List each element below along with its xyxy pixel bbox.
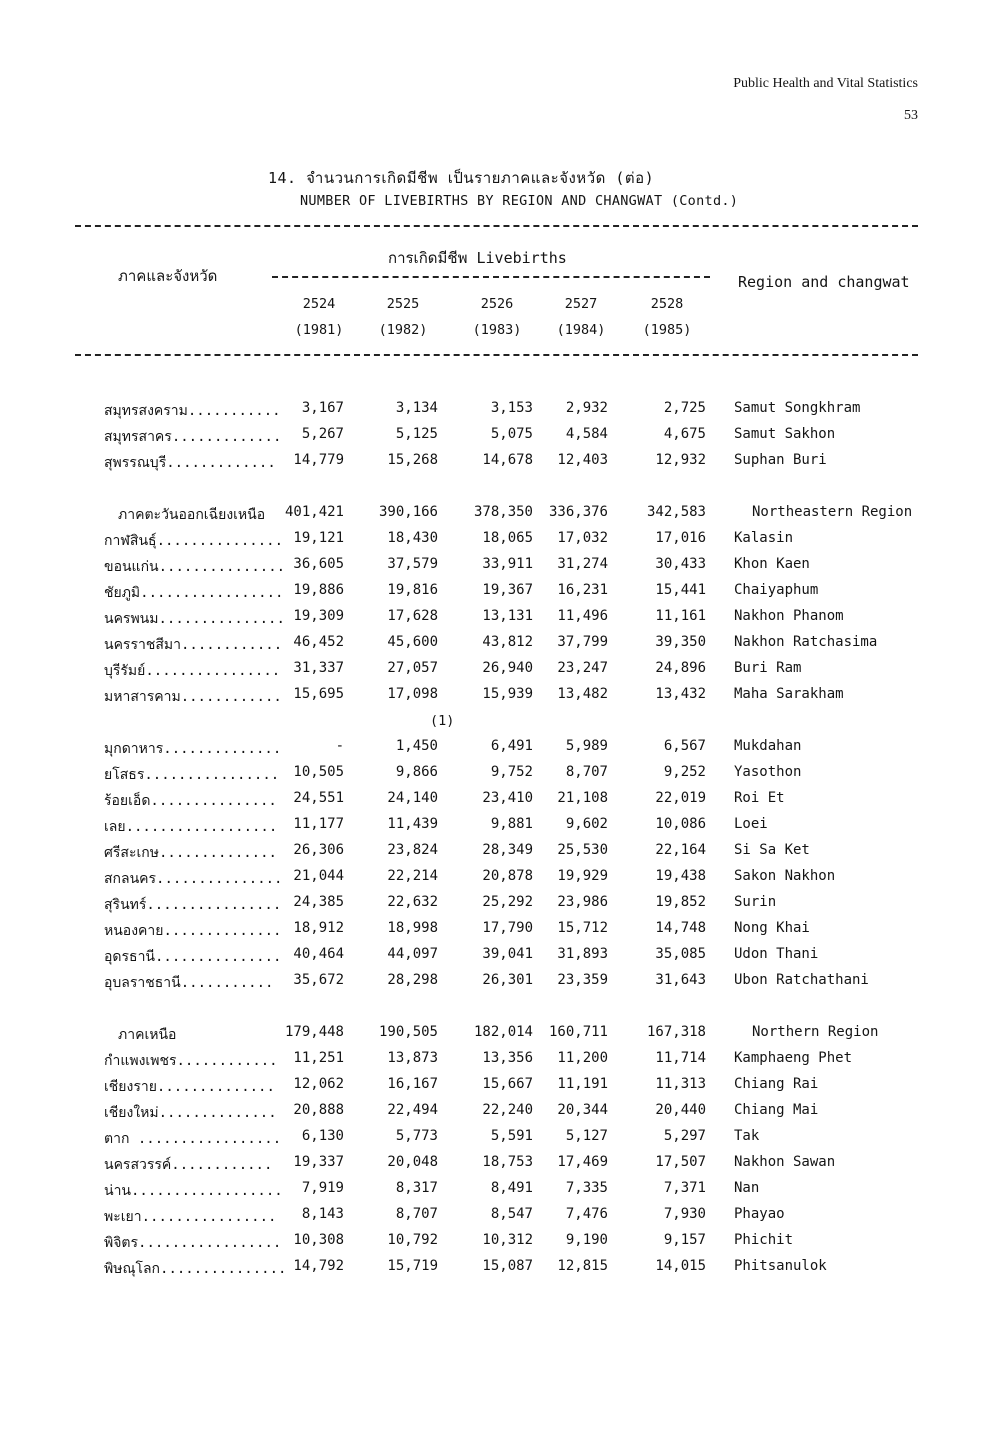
livebirths-value: 3,134 <box>395 400 438 416</box>
livebirths-value: 378,350 <box>473 504 533 520</box>
table-title-thai: 14. จำนวนการเกิดมีชีพ เป็นรายภาคและจังหวัด (ต่อ) <box>268 169 655 187</box>
livebirths-value: 9,157 <box>663 1232 706 1248</box>
changwat-name-thai: นครราชสีมา............ <box>104 637 283 653</box>
livebirths-value: 35,085 <box>655 946 706 962</box>
livebirths-value: 45,600 <box>387 634 438 650</box>
changwat-name-english: Nan <box>734 1180 760 1196</box>
livebirths-value: 9,752 <box>490 764 533 780</box>
livebirths-value: 167,318 <box>646 1024 706 1040</box>
livebirths-value: 20,344 <box>557 1102 608 1118</box>
table-row <box>0 790 990 816</box>
livebirths-value: 9,190 <box>565 1232 608 1248</box>
table-row <box>0 894 990 920</box>
table-row <box>0 608 990 634</box>
livebirths-value: 16,231 <box>557 582 608 598</box>
livebirths-value: 31,337 <box>293 660 344 676</box>
livebirths-value: 5,773 <box>395 1128 438 1144</box>
livebirths-value: 21,108 <box>557 790 608 806</box>
livebirths-value: 18,912 <box>293 920 344 936</box>
livebirths-value: 7,476 <box>565 1206 608 1222</box>
livebirths-value: 18,065 <box>482 530 533 546</box>
changwat-name-thai: นครพนม............... <box>104 611 285 627</box>
changwat-name-thai: เลย.................. <box>104 819 278 835</box>
changwat-name-english: Roi Et <box>734 790 785 806</box>
changwat-name-thai: มหาสารคาม............ <box>104 689 282 705</box>
year-be-5: 2528 <box>650 296 684 312</box>
changwat-name-english: Sakon Nakhon <box>734 868 836 884</box>
changwat-name-english: Kamphaeng Phet <box>734 1050 853 1066</box>
livebirths-value: 7,371 <box>663 1180 706 1196</box>
livebirths-value: 22,164 <box>655 842 706 858</box>
livebirths-value: 13,432 <box>655 686 706 702</box>
year-be-2: 2525 <box>386 296 420 312</box>
table-row <box>0 764 990 790</box>
changwat-name-thai: หนองคาย.............. <box>104 923 282 939</box>
livebirths-value: 10,308 <box>293 1232 344 1248</box>
livebirths-value: 5,125 <box>395 426 438 442</box>
livebirths-value: 31,893 <box>557 946 608 962</box>
livebirths-value: 11,313 <box>655 1076 706 1092</box>
livebirths-value: 22,019 <box>655 790 706 806</box>
livebirths-value: 4,675 <box>663 426 706 442</box>
table-row <box>0 556 990 582</box>
livebirths-value: 6,567 <box>663 738 706 754</box>
livebirths-value: 19,438 <box>655 868 706 884</box>
livebirths-value: 36,605 <box>293 556 344 572</box>
livebirths-value: 11,177 <box>293 816 344 832</box>
livebirths-value: 9,252 <box>663 764 706 780</box>
livebirths-value: 8,143 <box>301 1206 344 1222</box>
livebirths-value: 190,505 <box>378 1024 438 1040</box>
livebirths-value: 24,140 <box>387 790 438 806</box>
livebirths-value: 179,448 <box>284 1024 344 1040</box>
changwat-name-english: Maha Sarakham <box>734 686 844 702</box>
livebirths-value: 6,491 <box>490 738 533 754</box>
livebirths-value: 44,097 <box>387 946 438 962</box>
livebirths-value: 160,711 <box>548 1024 608 1040</box>
changwat-name-thai: พะเยา................ <box>104 1209 277 1225</box>
livebirths-value: 5,297 <box>663 1128 706 1144</box>
region-row <box>0 1024 990 1050</box>
livebirths-value: 9,866 <box>395 764 438 780</box>
livebirths-value: 23,410 <box>482 790 533 806</box>
livebirths-value: 13,131 <box>482 608 533 624</box>
livebirths-value: 17,098 <box>387 686 438 702</box>
livebirths-value: 26,306 <box>293 842 344 858</box>
changwat-name-english: Nong Khai <box>734 920 810 936</box>
header-bottom-rule <box>75 354 918 356</box>
livebirths-value: 12,932 <box>655 452 706 468</box>
year-ce-5: (1985) <box>642 322 692 338</box>
changwat-name-english: Buri Ram <box>734 660 802 676</box>
livebirths-value: 15,695 <box>293 686 344 702</box>
table-row <box>0 816 990 842</box>
changwat-name-english: Ubon Ratchathani <box>734 972 869 988</box>
table-row <box>0 868 990 894</box>
livebirths-value: 2,725 <box>663 400 706 416</box>
livebirths-value: 19,886 <box>293 582 344 598</box>
changwat-name-english: Phichit <box>734 1232 794 1248</box>
changwat-name-thai: ร้อยเอ็ด............... <box>104 793 277 809</box>
changwat-name-thai: สมุทรสงคราม........... <box>104 403 281 419</box>
livebirths-value: 2,932 <box>565 400 608 416</box>
livebirths-value: 28,298 <box>387 972 438 988</box>
livebirths-value: 39,041 <box>482 946 533 962</box>
changwat-name-thai: ตาก ................. <box>104 1131 282 1147</box>
changwat-name-thai: กาฬสินธุ์............... <box>104 533 283 549</box>
changwat-name-english: Kalasin <box>734 530 794 546</box>
year-ce-3: (1983) <box>472 322 522 338</box>
livebirths-value: 3,153 <box>490 400 533 416</box>
livebirths-value: 17,628 <box>387 608 438 624</box>
table-row <box>0 530 990 556</box>
livebirths-value: 7,930 <box>663 1206 706 1222</box>
table-row <box>0 452 990 478</box>
header-mid-rule <box>272 276 710 278</box>
livebirths-value: 13,356 <box>482 1050 533 1066</box>
livebirths-value: 11,714 <box>655 1050 706 1066</box>
table-row <box>0 1050 990 1076</box>
livebirths-value: 15,712 <box>557 920 608 936</box>
livebirths-value: - <box>335 738 344 754</box>
table-row <box>0 920 990 946</box>
livebirths-value: 13,873 <box>387 1050 438 1066</box>
changwat-name-english: Suphan Buri <box>734 452 827 468</box>
livebirths-value: 14,015 <box>655 1258 706 1274</box>
livebirths-value: 27,057 <box>387 660 438 676</box>
livebirths-value: 7,919 <box>301 1180 344 1196</box>
livebirths-value: 401,421 <box>284 504 344 520</box>
livebirths-value: 3,167 <box>301 400 344 416</box>
livebirths-value: 6,130 <box>301 1128 344 1144</box>
changwat-name-english: Udon Thani <box>734 946 819 962</box>
changwat-name-thai: พิจิตร................. <box>104 1235 282 1251</box>
livebirths-value: 26,301 <box>482 972 533 988</box>
livebirths-value: 31,643 <box>655 972 706 988</box>
changwat-name-english: Chiang Mai <box>734 1102 819 1118</box>
livebirths-value: 15,939 <box>482 686 533 702</box>
livebirths-value: 8,547 <box>490 1206 533 1222</box>
changwat-name-english: Surin <box>734 894 777 910</box>
changwat-name-english: Northeastern Region <box>752 504 913 520</box>
year-be-1: 2524 <box>302 296 336 312</box>
changwat-name-thai: สมุทรสาคร............. <box>104 429 282 445</box>
table-row <box>0 946 990 972</box>
table-row <box>0 1258 990 1284</box>
livebirths-value: 46,452 <box>293 634 344 650</box>
changwat-name-english: Samut Sakhon <box>734 426 836 442</box>
footnote-marker: (1) <box>430 713 455 729</box>
livebirths-value: 20,440 <box>655 1102 706 1118</box>
column-header-livebirths: การเกิดมีชีพ Livebirths <box>388 249 567 267</box>
changwat-name-thai: ขอนแก่น............... <box>104 559 286 575</box>
changwat-name-thai: ศรีสะเกษ.............. <box>104 845 277 861</box>
livebirths-value: 24,385 <box>293 894 344 910</box>
livebirths-value: 18,430 <box>387 530 438 546</box>
table-row <box>0 582 990 608</box>
changwat-name-thai: กำแพงเพชร............ <box>104 1053 278 1069</box>
livebirths-value: 22,632 <box>387 894 438 910</box>
changwat-name-english: Samut Songkhram <box>734 400 861 416</box>
livebirths-value: 17,032 <box>557 530 608 546</box>
livebirths-value: 11,191 <box>557 1076 608 1092</box>
livebirths-value: 20,048 <box>387 1154 438 1170</box>
livebirths-value: 4,584 <box>565 426 608 442</box>
livebirths-value: 5,989 <box>565 738 608 754</box>
livebirths-value: 20,888 <box>293 1102 344 1118</box>
livebirths-value: 14,678 <box>482 452 533 468</box>
livebirths-value: 14,779 <box>293 452 344 468</box>
livebirths-value: 8,491 <box>490 1180 533 1196</box>
table-row <box>0 1102 990 1128</box>
changwat-name-english: Phitsanulok <box>734 1258 827 1274</box>
livebirths-value: 5,267 <box>301 426 344 442</box>
running-head: Public Health and Vital Statistics <box>733 76 918 91</box>
livebirths-value: 23,986 <box>557 894 608 910</box>
livebirths-value: 22,494 <box>387 1102 438 1118</box>
livebirths-value: 10,505 <box>293 764 344 780</box>
year-ce-2: (1982) <box>378 322 428 338</box>
table-row <box>0 634 990 660</box>
changwat-name-english: Mukdahan <box>734 738 802 754</box>
livebirths-value: 20,878 <box>482 868 533 884</box>
livebirths-value: 19,121 <box>293 530 344 546</box>
livebirths-value: 5,127 <box>565 1128 608 1144</box>
livebirths-value: 23,824 <box>387 842 438 858</box>
changwat-name-thai: ภาคเหนือ <box>118 1027 177 1043</box>
table-row <box>0 1206 990 1232</box>
livebirths-value: 12,815 <box>557 1258 608 1274</box>
livebirths-value: 26,940 <box>482 660 533 676</box>
region-row <box>0 504 990 530</box>
changwat-name-thai: พิษณุโลก............... <box>104 1261 287 1277</box>
livebirths-value: 17,469 <box>557 1154 608 1170</box>
changwat-name-thai: น่าน.................. <box>104 1183 283 1199</box>
changwat-name-english: Chaiyaphum <box>734 582 819 598</box>
livebirths-value: 23,247 <box>557 660 608 676</box>
livebirths-value: 8,707 <box>395 1206 438 1222</box>
livebirths-value: 390,166 <box>378 504 438 520</box>
changwat-name-thai: สกลนคร............... <box>104 871 283 887</box>
changwat-name-english: Chiang Rai <box>734 1076 819 1092</box>
livebirths-value: 33,911 <box>482 556 533 572</box>
livebirths-value: 10,312 <box>482 1232 533 1248</box>
livebirths-value: 12,062 <box>293 1076 344 1092</box>
livebirths-value: 37,799 <box>557 634 608 650</box>
changwat-name-english: Tak <box>734 1128 760 1144</box>
changwat-name-thai: อุดรธานี............... <box>104 949 282 965</box>
livebirths-value: 17,507 <box>655 1154 706 1170</box>
livebirths-value: 24,896 <box>655 660 706 676</box>
changwat-name-thai: นครสวรรค์............ <box>104 1157 273 1173</box>
changwat-name-thai: เชียงใหม่.............. <box>104 1105 277 1121</box>
livebirths-value: 11,496 <box>557 608 608 624</box>
changwat-name-thai: มุกดาหาร.............. <box>104 741 282 757</box>
column-header-english: Region and changwat <box>738 273 910 291</box>
changwat-name-english: Phayao <box>734 1206 785 1222</box>
livebirths-value: 19,816 <box>387 582 438 598</box>
livebirths-value: 21,044 <box>293 868 344 884</box>
livebirths-value: 19,367 <box>482 582 533 598</box>
livebirths-value: 11,251 <box>293 1050 344 1066</box>
changwat-name-thai: เชียงราย.............. <box>104 1079 275 1095</box>
changwat-name-english: Nakhon Phanom <box>734 608 844 624</box>
changwat-name-thai: สุรินทร์................ <box>104 897 282 913</box>
changwat-name-thai: ชัยภูมิ................. <box>104 585 284 601</box>
livebirths-value: 18,753 <box>482 1154 533 1170</box>
livebirths-value: 10,086 <box>655 816 706 832</box>
livebirths-value: 23,359 <box>557 972 608 988</box>
livebirths-value: 22,240 <box>482 1102 533 1118</box>
livebirths-value: 10,792 <box>387 1232 438 1248</box>
livebirths-value: 14,748 <box>655 920 706 936</box>
livebirths-value: 18,998 <box>387 920 438 936</box>
changwat-name-thai: บุรีรัมย์................ <box>104 663 281 679</box>
changwat-name-english: Northern Region <box>752 1024 879 1040</box>
livebirths-value: 8,707 <box>565 764 608 780</box>
livebirths-value: 37,579 <box>387 556 438 572</box>
livebirths-value: 336,376 <box>548 504 608 520</box>
livebirths-value: 5,591 <box>490 1128 533 1144</box>
table-row <box>0 686 990 712</box>
livebirths-value: 11,161 <box>655 608 706 624</box>
livebirths-value: 43,812 <box>482 634 533 650</box>
changwat-name-english: Yasothon <box>734 764 802 780</box>
year-be-3: 2526 <box>480 296 514 312</box>
livebirths-value: 19,852 <box>655 894 706 910</box>
livebirths-value: 15,087 <box>482 1258 533 1274</box>
livebirths-value: 17,790 <box>482 920 533 936</box>
year-be-4: 2527 <box>564 296 598 312</box>
livebirths-value: 9,602 <box>565 816 608 832</box>
changwat-name-thai: ยโสธร................ <box>104 767 280 783</box>
livebirths-value: 25,292 <box>482 894 533 910</box>
table-row <box>0 660 990 686</box>
livebirths-value: 1,450 <box>395 738 438 754</box>
livebirths-value: 17,016 <box>655 530 706 546</box>
livebirths-value: 16,167 <box>387 1076 438 1092</box>
livebirths-value: 28,349 <box>482 842 533 858</box>
column-header-thai: ภาคและจังหวัด <box>118 267 218 285</box>
changwat-name-thai: อุบลราชธานี........... <box>104 975 274 991</box>
table-row <box>0 1076 990 1102</box>
changwat-name-english: Si Sa Ket <box>734 842 810 858</box>
changwat-name-english: Nakhon Ratchasima <box>734 634 878 650</box>
livebirths-value: 11,439 <box>387 816 438 832</box>
table-row <box>0 842 990 868</box>
livebirths-value: 30,433 <box>655 556 706 572</box>
livebirths-value: 7,335 <box>565 1180 608 1196</box>
table-row <box>0 738 990 764</box>
livebirths-value: 342,583 <box>646 504 706 520</box>
table-row <box>0 1128 990 1154</box>
livebirths-value: 39,350 <box>655 634 706 650</box>
livebirths-value: 182,014 <box>473 1024 533 1040</box>
table-row <box>0 400 990 426</box>
changwat-name-thai: สุพรรณบุรี............. <box>104 455 276 471</box>
livebirths-value: 25,530 <box>557 842 608 858</box>
livebirths-value: 9,881 <box>490 816 533 832</box>
livebirths-value: 5,075 <box>490 426 533 442</box>
changwat-name-english: Khon Kaen <box>734 556 810 572</box>
livebirths-value: 13,482 <box>557 686 608 702</box>
changwat-name-english: Loei <box>734 816 768 832</box>
table-row <box>0 426 990 452</box>
livebirths-value: 40,464 <box>293 946 344 962</box>
livebirths-value: 24,551 <box>293 790 344 806</box>
table-row <box>0 1154 990 1180</box>
year-ce-4: (1984) <box>556 322 606 338</box>
livebirths-value: 19,929 <box>557 868 608 884</box>
livebirths-value: 19,309 <box>293 608 344 624</box>
table-title-english: NUMBER OF LIVEBIRTHS BY REGION AND CHANGWAT (Contd.) <box>300 193 739 209</box>
header-top-rule <box>75 225 918 227</box>
livebirths-value: 15,719 <box>387 1258 438 1274</box>
livebirths-value: 12,403 <box>557 452 608 468</box>
livebirths-value: 35,672 <box>293 972 344 988</box>
page-number: 53 <box>904 108 918 123</box>
table-row <box>0 1232 990 1258</box>
livebirths-value: 11,200 <box>557 1050 608 1066</box>
table-row <box>0 972 990 998</box>
livebirths-value: 15,268 <box>387 452 438 468</box>
table-row <box>0 1180 990 1206</box>
changwat-name-thai: ภาคตะวันออกเฉียงเหนือ <box>118 507 266 523</box>
livebirths-value: 19,337 <box>293 1154 344 1170</box>
year-ce-1: (1981) <box>294 322 344 338</box>
livebirths-value: 14,792 <box>293 1258 344 1274</box>
livebirths-value: 22,214 <box>387 868 438 884</box>
livebirths-value: 31,274 <box>557 556 608 572</box>
livebirths-value: 8,317 <box>395 1180 438 1196</box>
changwat-name-english: Nakhon Sawan <box>734 1154 836 1170</box>
livebirths-value: 15,441 <box>655 582 706 598</box>
livebirths-value: 15,667 <box>482 1076 533 1092</box>
